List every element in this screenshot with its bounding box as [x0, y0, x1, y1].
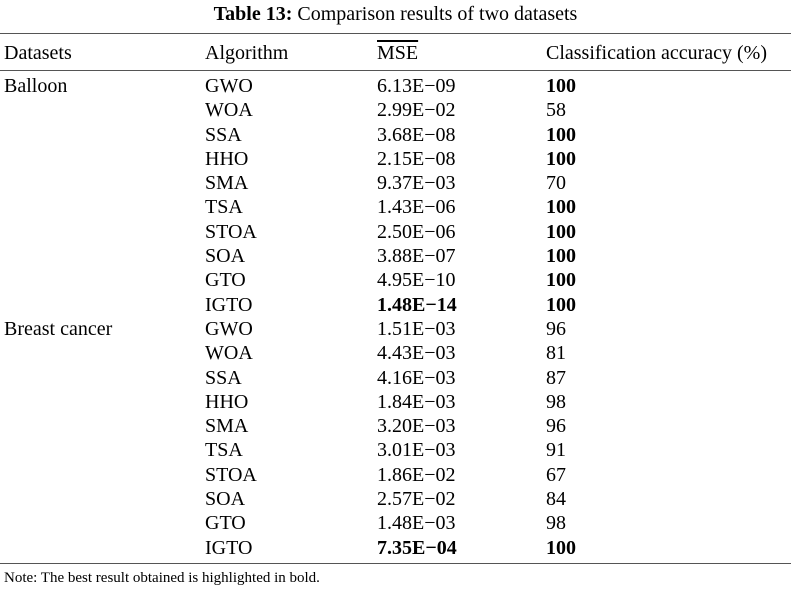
accuracy-cell: 100	[546, 536, 576, 559]
header-datasets: Datasets	[4, 42, 72, 64]
accuracy-cell: 100	[546, 269, 576, 292]
algorithm-cell: SMA	[205, 172, 249, 195]
mse-cell: 3.88E−07	[377, 245, 456, 268]
table-row	[0, 147, 791, 171]
mse-cell: 3.20E−03	[377, 415, 456, 438]
accuracy-cell: 100	[546, 123, 576, 146]
algorithm-cell: WOA	[205, 342, 253, 365]
mse-cell: 1.48E−14	[377, 293, 457, 316]
accuracy-cell: 98	[546, 390, 566, 413]
table-row	[0, 220, 791, 244]
header-algorithm: Algorithm	[205, 42, 289, 64]
mse-cell: 1.43E−06	[377, 196, 456, 219]
algorithm-cell: GTO	[205, 512, 246, 535]
algorithm-cell: GWO	[205, 75, 253, 97]
accuracy-cell: 91	[546, 439, 566, 462]
accuracy-cell: 100	[546, 220, 576, 243]
table-caption	[0, 3, 791, 25]
accuracy-cell: 58	[546, 99, 566, 122]
accuracy-cell: 100	[546, 245, 576, 268]
table-row	[0, 341, 791, 365]
accuracy-cell: 87	[546, 366, 566, 389]
algorithm-cell: HHO	[205, 390, 249, 413]
accuracy-cell: 100	[546, 196, 576, 219]
algorithm-cell: STOA	[205, 220, 257, 243]
algorithm-cell: SOA	[205, 488, 246, 511]
accuracy-cell: 84	[546, 488, 566, 511]
algorithm-cell: SSA	[205, 123, 242, 146]
algorithm-cell: TSA	[205, 196, 243, 219]
table-row	[0, 293, 791, 317]
accuracy-cell: 98	[546, 512, 566, 535]
accuracy-cell: 96	[546, 317, 566, 340]
algorithm-cell: SMA	[205, 415, 249, 438]
mse-cell: 3.68E−08	[377, 123, 456, 146]
bottom-rule	[0, 563, 791, 564]
mse-cell: 2.50E−06	[377, 220, 456, 243]
header-rule	[0, 70, 791, 71]
algorithm-cell: GWO	[205, 317, 253, 340]
accuracy-cell: 96	[546, 415, 566, 438]
table-body	[0, 74, 791, 560]
caption-text: Comparison results of two datasets	[297, 3, 578, 25]
table-row	[0, 317, 791, 341]
table-row	[0, 74, 791, 98]
table-row	[0, 366, 791, 390]
algorithm-cell: IGTO	[205, 536, 253, 559]
table-row	[0, 463, 791, 487]
algorithm-cell: WOA	[205, 99, 253, 122]
table-row	[0, 123, 791, 147]
mse-cell: 6.13E−09	[377, 75, 456, 97]
mse-cell: 3.01E−03	[377, 439, 456, 462]
accuracy-cell: 70	[546, 172, 566, 195]
algorithm-cell: STOA	[205, 463, 257, 486]
top-rule	[0, 33, 791, 34]
table-row	[0, 171, 791, 195]
accuracy-cell: 100	[546, 293, 576, 316]
table-row	[0, 438, 791, 462]
accuracy-cell: 67	[546, 463, 566, 486]
dataset-cell: Breast cancer	[4, 317, 113, 340]
accuracy-cell: 81	[546, 342, 566, 365]
mse-cell: 1.51E−03	[377, 317, 456, 340]
algorithm-cell: HHO	[205, 147, 249, 170]
mse-cell: 2.15E−08	[377, 147, 456, 170]
table-row	[0, 268, 791, 292]
mse-cell: 1.84E−03	[377, 390, 456, 413]
mse-cell: 4.16E−03	[377, 366, 456, 389]
table-row	[0, 536, 791, 560]
table-row	[0, 414, 791, 438]
accuracy-cell: 100	[546, 75, 576, 97]
table-row	[0, 511, 791, 535]
algorithm-cell: SSA	[205, 366, 242, 389]
table-row	[0, 98, 791, 122]
mse-cell: 4.95E−10	[377, 269, 456, 292]
algorithm-cell: GTO	[205, 269, 246, 292]
table-row	[0, 390, 791, 414]
algorithm-cell: SOA	[205, 245, 246, 268]
algorithm-cell: TSA	[205, 439, 243, 462]
mse-cell: 4.43E−03	[377, 342, 456, 365]
caption-label: Table 13:	[213, 3, 293, 25]
header-accuracy: Classification accuracy (%)	[546, 42, 768, 64]
header-mse: $\overline{MSE}$	[377, 42, 419, 64]
accuracy-cell: 100	[546, 147, 576, 170]
algorithm-cell: IGTO	[205, 293, 253, 316]
table-row	[0, 244, 791, 268]
mse-cell: 2.57E−02	[377, 488, 456, 511]
dataset-cell: Balloon	[4, 75, 68, 97]
table-row	[0, 195, 791, 219]
table-row	[0, 487, 791, 511]
mse-cell: 1.48E−03	[377, 512, 456, 535]
table-header	[0, 41, 791, 65]
mse-cell: 7.35E−04	[377, 536, 457, 559]
mse-cell: 9.37E−03	[377, 172, 456, 195]
mse-cell: 2.99E−02	[377, 99, 456, 122]
mse-cell: 1.86E−02	[377, 463, 456, 486]
table-note: Note: The best result obtained is highlighted in bold.	[4, 570, 320, 586]
